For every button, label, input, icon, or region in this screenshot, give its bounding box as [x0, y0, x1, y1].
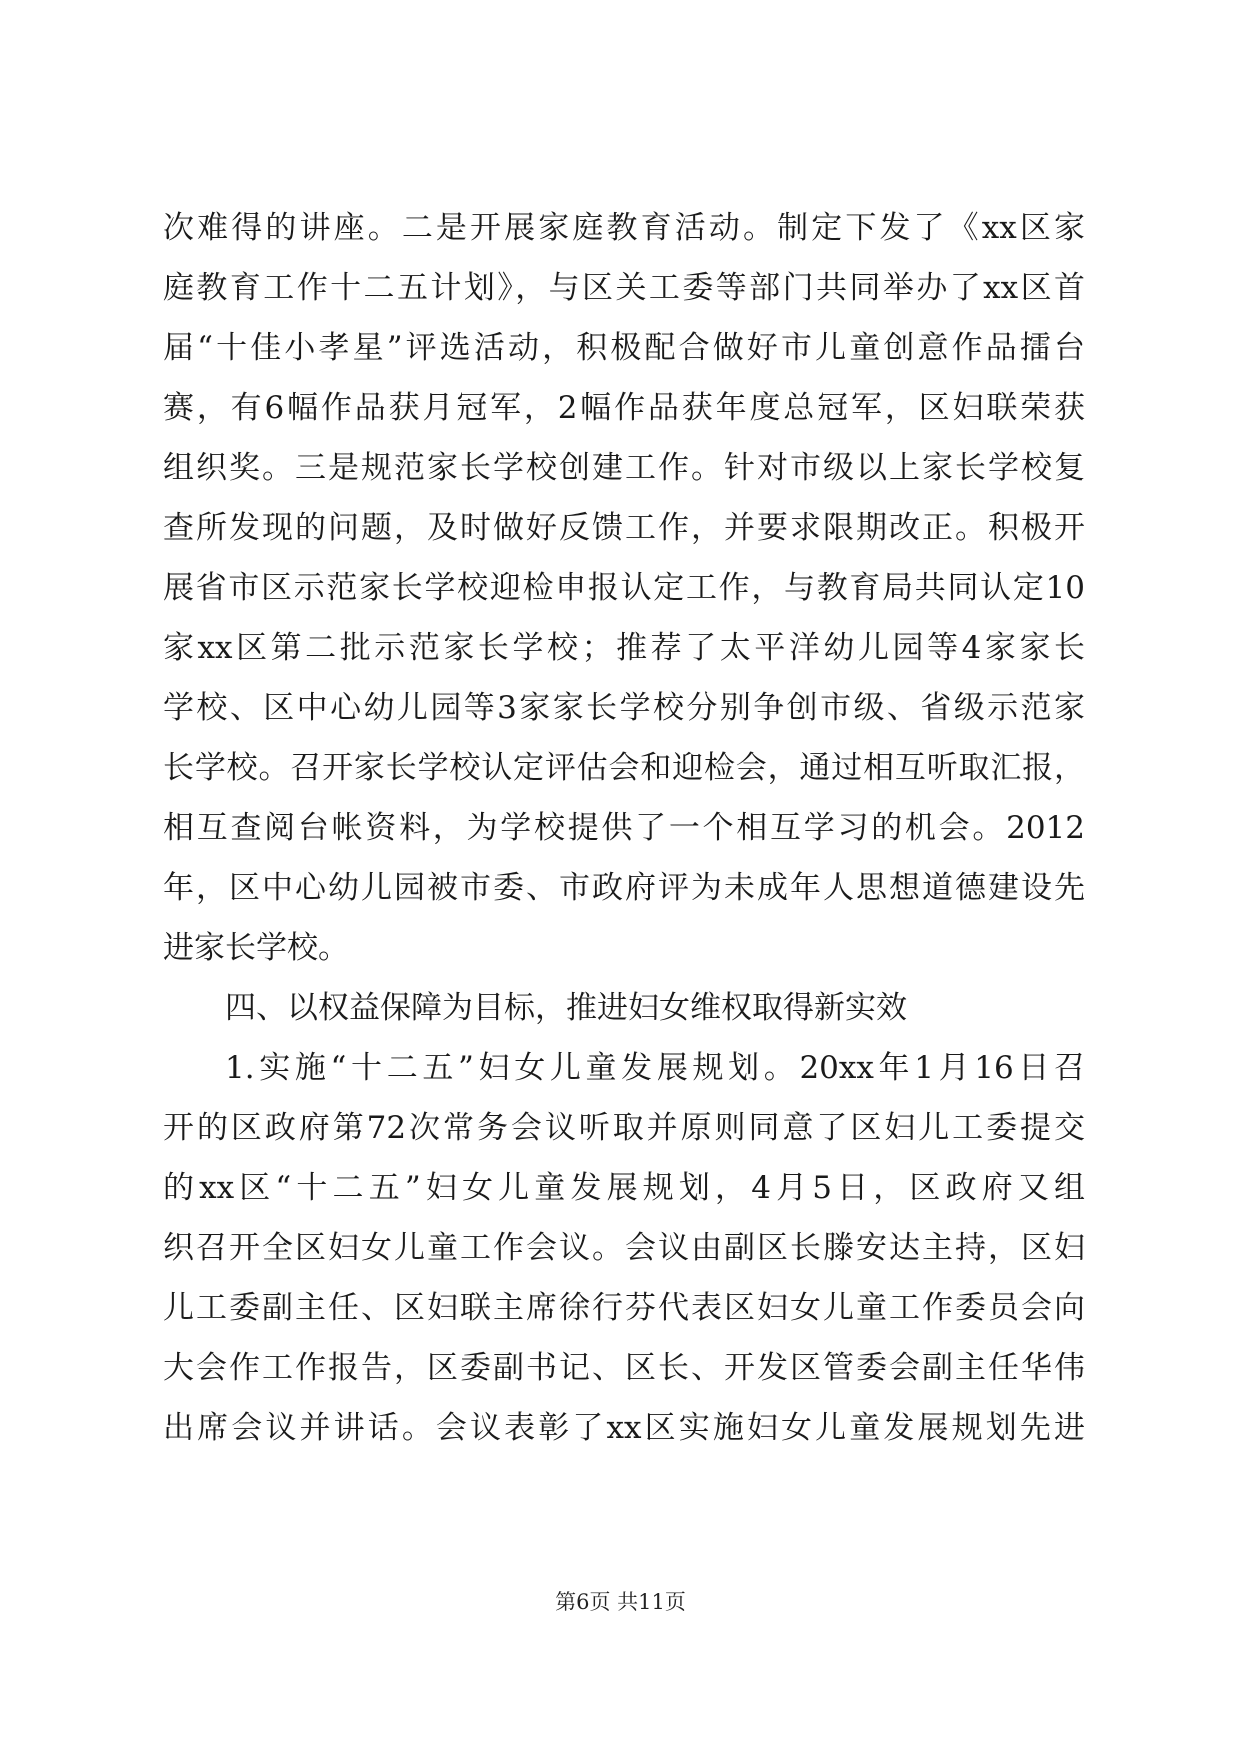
text-line: 出席会议并讲话。会议表彰了xx区实施妇女儿童发展规划先进	[163, 1410, 1085, 1446]
text-line: 年，区中心幼儿园被市委、市政府评为未成年人思想道德建设先	[163, 870, 1085, 906]
page-number-footer: 第6页 共11页	[555, 1590, 686, 1614]
text-line: 庭教育工作十二五计划》，与区关工委等部门共同举办了xx区首	[163, 270, 1085, 306]
text-line: 织召开全区妇女儿童工作会议。会议由副区长滕安达主持，区妇	[163, 1230, 1085, 1266]
text-line: 儿工委副主任、区妇联主席徐行芬代表区妇女儿童工作委员会向	[163, 1290, 1085, 1326]
text-line: 次难得的讲座。二是开展家庭教育活动。制定下发了《xx区家	[163, 210, 1085, 246]
text-line: 学校、区中心幼儿园等3家家长学校分别争创市级、省级示范家	[163, 690, 1085, 726]
text-line: 查所发现的问题，及时做好反馈工作，并要求限期改正。积极开	[163, 510, 1085, 546]
text-line: 组织奖。三是规范家长学校创建工作。针对市级以上家长学校复	[163, 450, 1085, 486]
section-heading: 四、以权益保障为目标，推进妇女维权取得新实效	[225, 990, 907, 1026]
text-line: 开的区政府第72次常务会议听取并原则同意了区妇儿工委提交	[163, 1110, 1085, 1146]
text-line: 展省市区示范家长学校迎检申报认定工作，与教育局共同认定10	[163, 570, 1085, 606]
text-line: 的xx区“十二五”妇女儿童发展规划，4月5日，区政府又组	[163, 1170, 1085, 1206]
text-line: 进家长学校。	[163, 930, 349, 966]
text-line: 长学校。召开家长学校认定评估会和迎检会，通过相互听取汇报，	[163, 750, 1085, 786]
text-line: 大会作工作报告，区委副书记、区长、开发区管委会副主任华伟	[163, 1350, 1085, 1386]
text-line: 届“十佳小孝星”评选活动，积极配合做好市儿童创意作品擂台	[163, 330, 1085, 366]
text-line: 赛，有6幅作品获月冠军，2幅作品获年度总冠军，区妇联荣获	[163, 390, 1085, 426]
text-line: 相互查阅台帐资料，为学校提供了一个相互学习的机会。2012	[163, 810, 1085, 846]
text-line: 家xx区第二批示范家长学校；推荐了太平洋幼儿园等4家家长	[163, 630, 1085, 666]
text-line: 1.实施“十二五”妇女儿童发展规划。20xx年1月16日召	[225, 1050, 1085, 1086]
